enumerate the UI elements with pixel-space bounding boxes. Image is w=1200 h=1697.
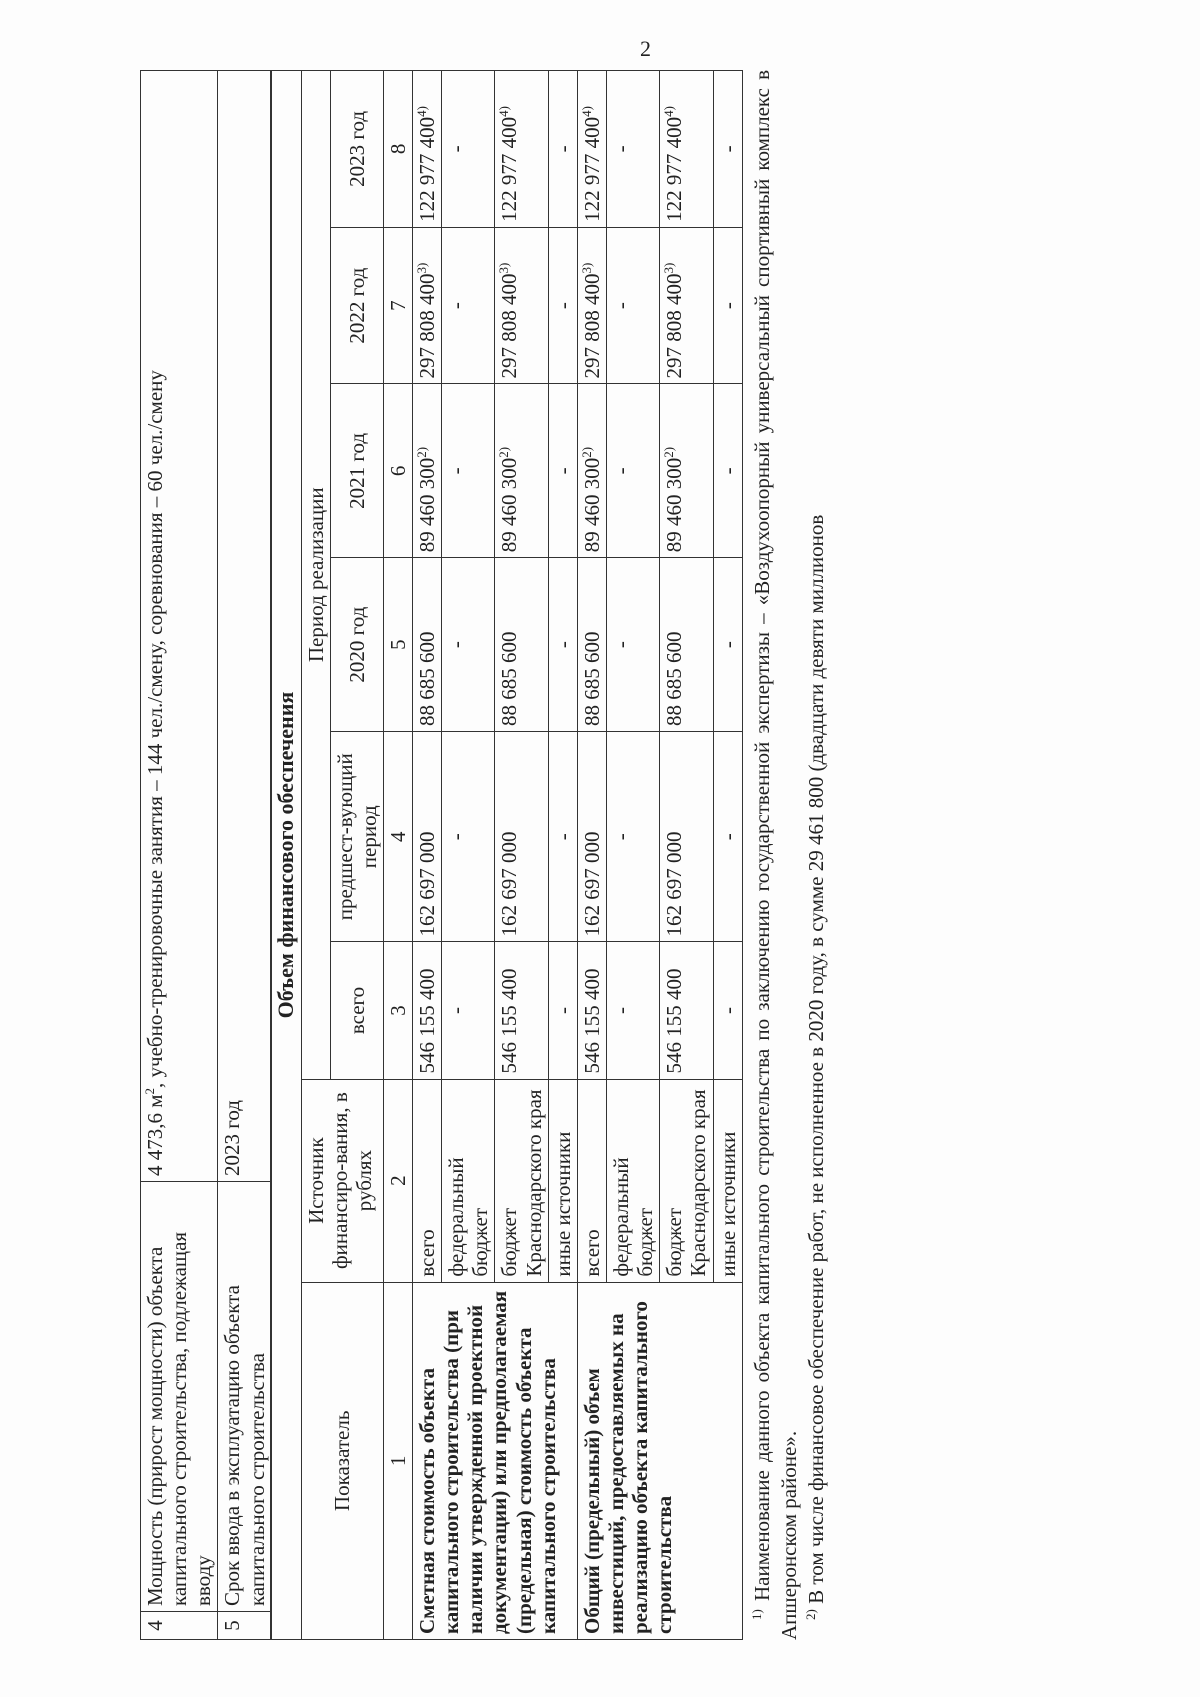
value-cell: 88 685 600	[660, 558, 713, 732]
footnote: $^{2)}$ В том числе финансовое обеспечение работ, не исполненное в 2020 году, в сумме 29 461 800 (двадцати девяти миллионов	[803, 514, 829, 1620]
value-cell: -	[607, 558, 660, 732]
value-cell: 88 685 600	[413, 558, 442, 732]
value-cell: 297 808 400$^{3)}$	[577, 227, 606, 384]
column-number: 1	[383, 1282, 412, 1639]
value-cell: -	[442, 384, 495, 558]
value-cell: -	[713, 942, 742, 1079]
column-number: 3	[383, 942, 412, 1079]
value-cell: -	[713, 732, 742, 942]
source-cell: иные источники	[548, 1079, 577, 1282]
value-cell: -	[607, 732, 660, 942]
source-cell: федеральный бюджет	[442, 1079, 495, 1282]
header-source: Источник финансиро-вания, в рублях	[301, 1079, 383, 1282]
row-label: Мощность (прирост мощности) объекта капитального строительства, подлежащая вводу	[141, 1182, 218, 1612]
value-cell: -	[442, 558, 495, 732]
value-cell: -	[442, 732, 495, 942]
value-cell: -	[442, 942, 495, 1079]
value-cell: -	[713, 384, 742, 558]
value-cell: 88 685 600	[577, 558, 606, 732]
value-cell: 122 977 400$^{4)}$	[577, 71, 606, 228]
value-cell: 88 685 600	[495, 558, 548, 732]
value-cell: 89 460 300$^{2)}$	[495, 384, 548, 558]
top-row	[218, 71, 271, 1640]
value-cell: 546 155 400	[577, 942, 606, 1079]
value-cell: -	[442, 227, 495, 384]
value-cell: -	[548, 227, 577, 384]
value-cell: -	[607, 227, 660, 384]
section-title: Объем финансового обеспечения	[271, 71, 301, 1640]
value-cell: 89 460 300$^{2)}$	[413, 384, 442, 558]
table-row	[577, 71, 606, 1640]
footnote: $^{1)}$ Наименование данного объекта капитального строительства по заключению государственной экспертизы – «Воздухоопорный универсальный спортивный комплекс в Апшеронском районе».	[748, 70, 802, 1640]
value-cell: 162 697 000	[413, 732, 442, 942]
column-number: 6	[383, 384, 412, 558]
header-2021: 2021 год	[330, 384, 383, 558]
header-2020: 2020 год	[330, 558, 383, 732]
column-number: 7	[383, 227, 412, 384]
source-cell: всего	[413, 1079, 442, 1282]
value-cell: -	[442, 71, 495, 228]
value-cell: 546 155 400	[413, 942, 442, 1079]
row-label: Срок ввода в эксплуатацию объекта капитального строительства	[218, 1182, 271, 1612]
value-cell: 297 808 400$^{3)}$	[495, 227, 548, 384]
value-cell: 546 155 400	[660, 942, 713, 1079]
value-cell: -	[548, 558, 577, 732]
table-row	[413, 71, 442, 1640]
value-cell: -	[713, 558, 742, 732]
value-cell: -	[548, 384, 577, 558]
source-cell: бюджет Краснодарского края	[495, 1079, 548, 1282]
top-row	[141, 71, 218, 1640]
header-prev: предшест-вующий период	[330, 732, 383, 942]
column-number: 2	[383, 1079, 412, 1282]
value-cell: 297 808 400$^{3)}$	[413, 227, 442, 384]
column-number: 8	[383, 71, 412, 228]
footnotes	[749, 70, 831, 1640]
page-number: 2	[640, 36, 651, 61]
row-number: 5	[218, 1612, 271, 1640]
value-cell: 297 808 400$^{3)}$	[660, 227, 713, 384]
value-cell: 89 460 300$^{2)}$	[660, 384, 713, 558]
header-indicator: Показатель	[301, 1282, 383, 1639]
value-cell: -	[713, 71, 742, 228]
header-period: Период реализации	[301, 71, 330, 1080]
row-value: 4 473,6 $м^2$, учебно-тренировочные занятия – 144 чел./смену, соревнования – 60 чел./смену	[141, 71, 218, 1182]
indicator-cell: Общий (предельный) объем инвестиций, предоставляемых на реализацию объекта капитального строительства	[577, 1282, 742, 1639]
header-total: всего	[330, 942, 383, 1079]
source-cell: всего	[577, 1079, 606, 1282]
source-cell: иные источники	[713, 1079, 742, 1282]
top-table	[140, 70, 272, 1640]
value-cell: -	[607, 384, 660, 558]
value-cell: 546 155 400	[495, 942, 548, 1079]
value-cell: 162 697 000	[577, 732, 606, 942]
value-cell: 162 697 000	[495, 732, 548, 942]
value-cell: -	[713, 227, 742, 384]
value-cell: -	[548, 732, 577, 942]
value-cell: -	[548, 71, 577, 228]
value-cell: -	[607, 71, 660, 228]
column-number: 4	[383, 732, 412, 942]
source-cell: бюджет Краснодарского края	[660, 1079, 713, 1282]
value-cell: 122 977 400$^{4)}$	[495, 71, 548, 228]
column-number: 5	[383, 558, 412, 732]
indicator-cell: Сметная стоимость объекта капитального строительства (при наличии утвержденной проектной документации) или предполагаемая (предельная) стоимость объекта капитального строительства	[413, 1282, 578, 1639]
value-cell: 122 977 400$^{4)}$	[660, 71, 713, 228]
value-cell: -	[548, 942, 577, 1079]
value-cell: -	[607, 942, 660, 1079]
value-cell: 122 977 400$^{4)}$	[413, 71, 442, 228]
finance-table	[270, 70, 743, 1640]
row-value: 2023 год	[218, 71, 271, 1182]
header-2022: 2022 год	[330, 227, 383, 384]
rotated-content	[140, 70, 1145, 1640]
row-number: 4	[141, 1612, 218, 1640]
value-cell: 162 697 000	[660, 732, 713, 942]
source-cell: федеральный бюджет	[607, 1079, 660, 1282]
header-2023: 2023 год	[330, 71, 383, 228]
value-cell: 89 460 300$^{2)}$	[577, 384, 606, 558]
